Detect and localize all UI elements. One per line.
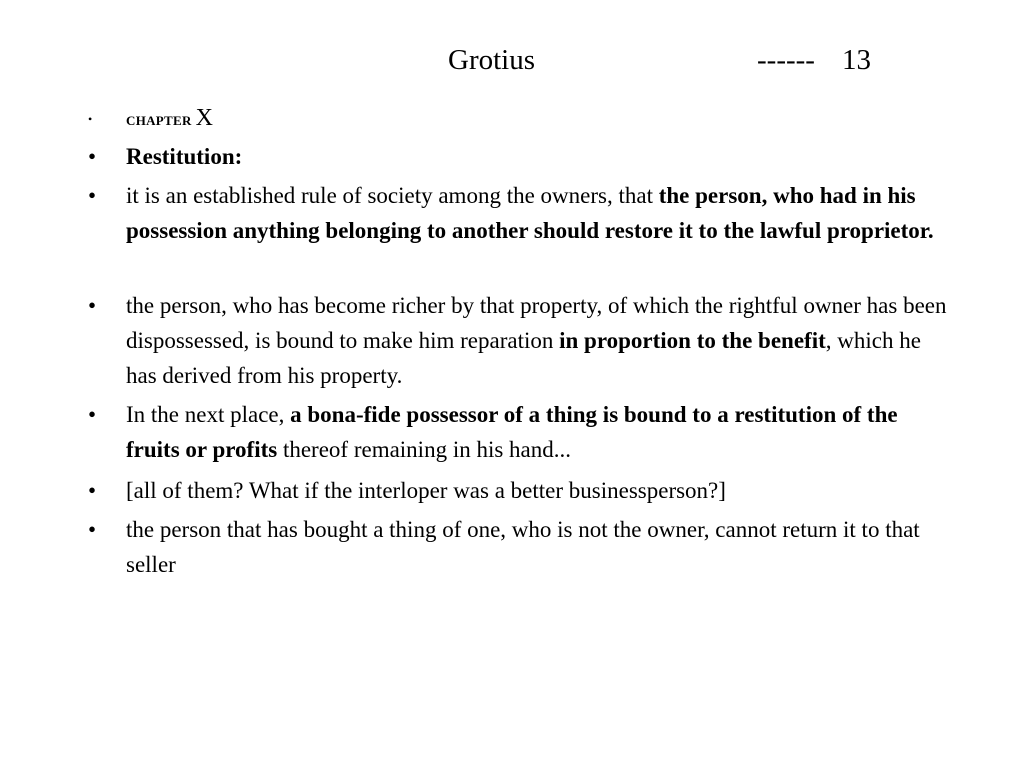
bullet-icon: •: [88, 144, 97, 169]
bullet-emphasis: the person, who had in his possession anything belonging to another should restore it to the lawful proprietor.: [126, 183, 934, 243]
bullet-text: In the next place,: [126, 402, 291, 427]
bullet-icon: •: [88, 402, 97, 427]
bullet-icon: •: [88, 517, 97, 542]
bullet-icon: •: [88, 478, 97, 503]
bullet-icon: •: [88, 183, 97, 208]
bullet-text: [all of them? What if the interloper was a better businessperson?]: [126, 478, 726, 503]
list-item: [88, 512, 956, 582]
bullet-text: the person, who has become richer by that property, of which the rightful owner has been dispossessed, is bound to make him reparation: [126, 293, 947, 353]
list-item: [88, 397, 956, 467]
bullet-emphasis: a bona-fide possessor of a thing is bound to a restitution of the fruits or profits: [126, 402, 898, 462]
chapter-number: X: [195, 105, 214, 131]
list-item: [88, 139, 956, 174]
bullet-text-continued: , which he has derived from his property.: [126, 328, 921, 388]
section-heading: Restitution:: [126, 144, 243, 169]
chapter-label: CHAPTER: [126, 113, 192, 128]
bullet-emphasis: in proportion to the benefit: [559, 328, 826, 353]
bullet-icon: •: [88, 293, 97, 318]
list-item: [88, 178, 956, 248]
list-item: [88, 473, 956, 508]
title-dashes: ------: [757, 44, 815, 76]
page-number: 13: [842, 44, 871, 76]
list-item: [88, 100, 956, 138]
title-text: Grotius: [448, 44, 535, 76]
bullet-text: it is an established rule of society among the owners, that: [126, 183, 659, 208]
bullet-text-continued: thereof remaining in his hand...: [277, 437, 572, 462]
bullet-icon: •: [88, 112, 93, 126]
slide-title: [448, 40, 871, 80]
list-item: [88, 288, 956, 393]
bullet-text: the person that has bought a thing of one, who is not the owner, cannot return it to that seller: [126, 517, 920, 577]
